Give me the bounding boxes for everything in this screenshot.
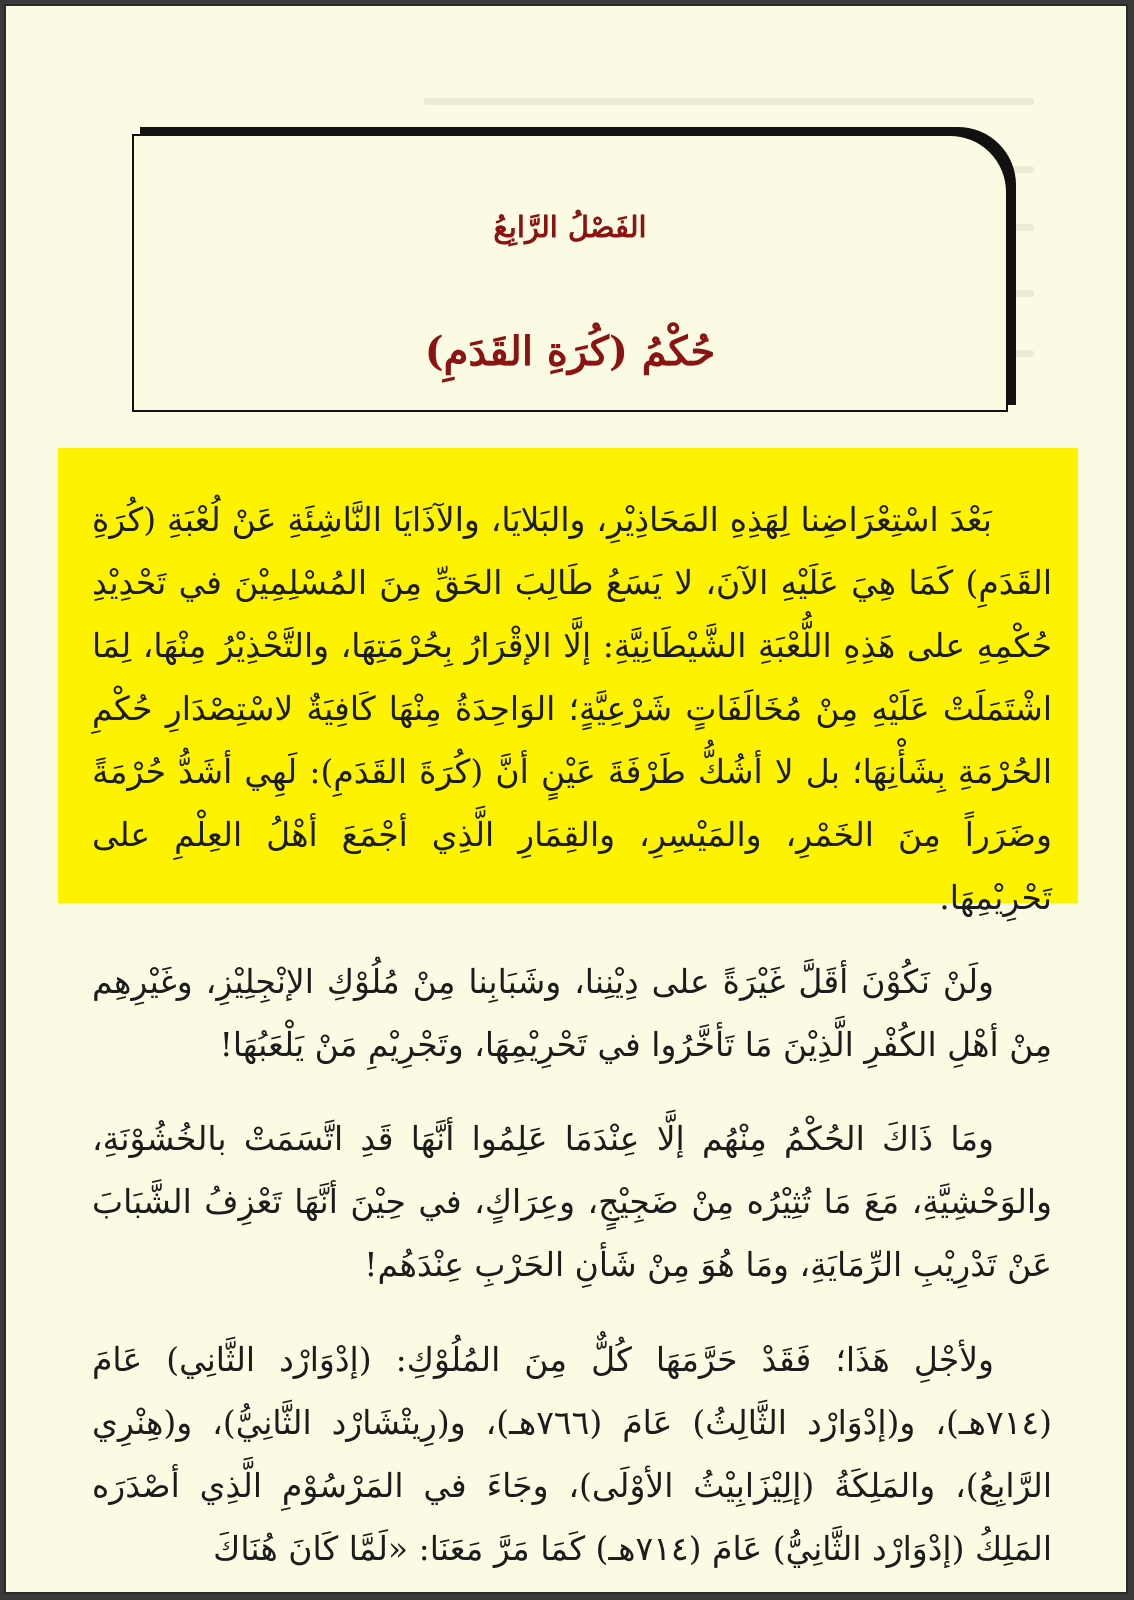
chapter-title-box (132, 134, 1008, 412)
paragraph: ولأجْلِ هَذَا؛ فَقَدْ حَرَّمَهَا كُلٌّ مِنَ المُلُوْكِ: (إدْوَارْد الثَّانِي) عَامَ (٧١٤هـ)، و(إدْوَارْد الثَّالِثُ) عَامَ (٧٦٦هـ)، و(رِيتْشَارْد الثَّانِيُّ)، و(هِنْرِي الرَّابِعُ)، والمَلِكَةُ (إلِيْزَابِيْثُ الأوْلَى)، وجَاءَ في المَرْسُوْمِ الَّذِي أصْدَرَه المَلِكُ (إدْوَارْد الثَّانِيُّ) عَامَ (٧١٤هـ) كَمَا مَرَّ مَعَنَا: «لَمَّا كَانَ هُنَاكَ (92, 1340, 1052, 1568)
chapter-label: الفَصْلُ الرَّابِعُ (493, 210, 647, 244)
paragraph: ولَنْ نَكُوْنَ أقَلَّ غَيْرَةً على دِيْنِنا، وشَبَابِنا مِنْ مُلُوْكِ الإنْجِلِيْزِ، وغَيْرِهِم مِنْ أهْلِ الكُفْرِ الَّذِيْنَ مَا تَأخَّرُوا في تَحْرِيْمِهَا، وتَجْرِيْمِ مَنْ يَلْعَبُهَا! (92, 962, 1052, 1064)
chapter-title: حُكْمُ (كُرَةِ القَدَمِ) (424, 328, 716, 375)
paragraph: بَعْدَ اسْتِعْرَاضِنا لِهَذِهِ المَحَاذِيْرِ، والبَلايَا، والآذَايَا النَّاشِئَةِ عَنْ لُعْبَةِ (كُرَةِ القَدَمِ) كَمَا هِيَ عَلَيْهِ الآنَ، لا يَسَعُ طَالِبَ الحَقِّ مِنَ المُسْلِمِيْنَ في تَحْدِيْدِ حُكْمِهِ على هَذِهِ اللُّعْبَةِ الشَّيْطَانِيَّةِ: إلَّا الإقْرَارُ بِحُرْمَتِهَا، والتَّحْذِيْرُ مِنْهَا، لِمَا اشْتَمَلَتْ عَلَيْهِ مِنْ مُخَالَفَاتٍ شَرْعِيَّةٍ؛ الوَاحِدَةُ مِنْهَا كَافِيَةٌ لاسْتِصْدَارِ حُكْمِ الحُرْمَةِ بِشَأْنِهَا؛ بل لا أشُكُّ طَرْفَةَ عَيْنٍ أنَّ (كُرَةَ القَدَمِ): لَهِي أشَدُّ حُرْمَةً وضَرَراً مِنَ الخَمْرِ، والمَيْسِرِ، والقِمَارِ الَّذِي أجْمَعَ أهْلُ العِلْمِ على تَحْرِيْمِهَا. (92, 500, 1052, 917)
book-page (4, 4, 1128, 1594)
paragraph: ومَا ذَاكَ الحُكْمُ مِنْهُم إلَّا عِنْدَمَا عَلِمُوا أنَّهَا قَدِ اتَّسَمَتْ بالخُشُوْنَةِ، والوَحْشِيَّةِ، مَعَ مَا تُثِيْرُه مِنْ ضَجِيْجٍ، وعِرَاكٍ، في حِيْنَ أنَّهَا تَعْزِفُ الشَّبَابَ عَنْ تَدْرِيْبِ الرِّمَايَةِ، ومَا هُوَ مِنْ شَأنِ الحَرْبِ عِنْدَهُم! (92, 1119, 1052, 1284)
